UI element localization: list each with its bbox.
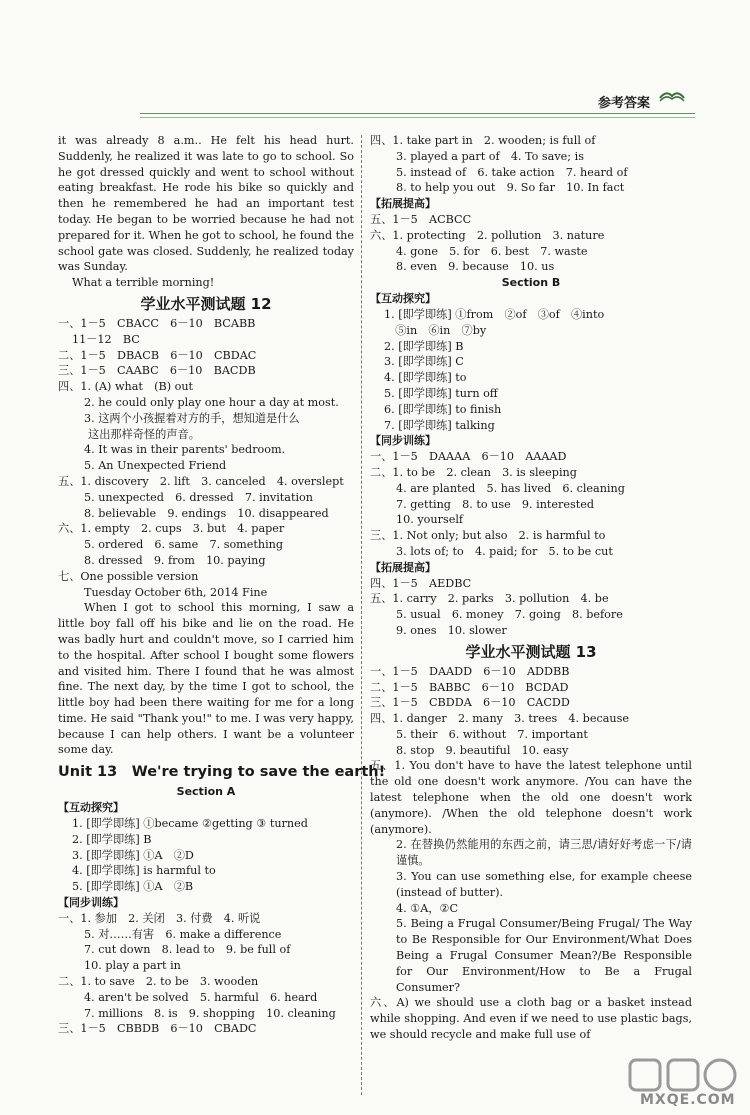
test13-five-1: 五、1. You don't have to have the latest telephone until the old one doesn't work anymore. /You can have the latest telephone when the old one doesn't work (anymore). /When the old telephone doesn't work (anymore).	[370, 759, 692, 836]
answer-line: 4. are planted 5. has lived 6. cleaning	[396, 481, 625, 495]
essay-end: What a terrible morning!	[72, 276, 215, 290]
answer-line: 6. [即学即练] to finish	[384, 402, 502, 416]
answer-line: 二、1－5 BABBC 6－10 BCDAD	[370, 680, 569, 694]
answer-line: 10. yourself	[396, 513, 464, 527]
answer-line: 5. [即学即练] turn off	[384, 386, 498, 400]
test13-five-2: 2. 在替换仍然能用的东西之前，请三思/请好好考虑一下/请谨慎。	[396, 838, 692, 868]
answer-line: 一、1－5 CBACC 6－10 BCABB	[58, 316, 256, 330]
answer-line: 这出那样奇怪的声音。	[88, 427, 200, 441]
test12-essay: When I got to school this morning, I saw a little boy fall off his bike and lie on the road. He was badly hurt and couldn't move, so I carried him to the hospital. After school I bought some flowers and visited him. There I found that he was almost fine. The next day, by the time I got to school, the little boy had been there waiting for me for a long time. He said "Thank you!" to me. I was very happy, because I can help others. I want be a volunteer some day.	[58, 601, 354, 757]
answer-line: 5. An Unexpected Friend	[84, 459, 227, 473]
test12-answers	[58, 316, 354, 600]
answer-line: 六、1. empty 2. cups 3. but 4. paper	[58, 522, 285, 536]
left-column	[58, 133, 386, 1037]
tongbu-answers-a	[58, 911, 354, 1037]
answer-line: 5. [即学即练] ①A ②B	[72, 880, 194, 894]
answer-line: 三、1. Not only; but also 2. is harmful to	[370, 529, 606, 543]
section-a-part4	[370, 133, 692, 196]
test12-title: 学业水平测试题 12	[140, 294, 272, 313]
answer-line: 2. [即学即练] B	[384, 339, 464, 353]
answer-line: 四、1. danger 2. many 3. trees 4. because	[370, 712, 629, 726]
answer-line: 4. [即学即练] to	[384, 371, 467, 385]
answer-line: 三、1－5 CAABC 6－10 BACDB	[58, 364, 256, 378]
hudong-label-b: 【互动探究】	[370, 292, 436, 306]
answer-line: 3. played a part of 4. To save; is	[396, 149, 584, 163]
answer-line: 7. getting 8. to use 9. interested	[396, 497, 595, 511]
tongbu-answers-b	[370, 449, 692, 560]
answer-line: 三、1－5 CBBDB 6－10 CBADC	[58, 1022, 257, 1036]
answer-line: 二、1. to be 2. clean 3. is sleeping	[370, 465, 577, 479]
answer-line: 7. [即学即练] talking	[384, 418, 495, 432]
answer-line: 2. [即学即练] B	[72, 832, 152, 846]
answer-line: 二、1. to save 2. to be 3. wooden	[58, 975, 259, 989]
answer-line: 2. he could only play one hour a day at most.	[84, 395, 339, 409]
answer-line: 8. to help you out 9. So far 10. In fact	[396, 181, 625, 195]
answer-line: 9. ones 10. slower	[396, 623, 507, 637]
answer-line: 四、1. (A) what (B) out	[58, 380, 194, 394]
answer-line: ⑤in ⑥in ⑦by	[384, 323, 487, 337]
tuozhan-answers-b	[370, 576, 692, 639]
hudong-answers-a	[58, 816, 354, 895]
essay-intro: it was already 8 a.m.. He felt his head hurt. Suddenly, he realized it was late to go to school. So he got dressed quickly and went to school without eating breakfast. He rode his bike so quickly and then he remembered he had an important test today. He began to be worried because he had not prepared for it. When he got to school, he found the school gate was closed. Suddenly, he realized today was Sunday.	[58, 134, 354, 274]
answer-line: 5. ordered 6. same 7. something	[84, 538, 284, 552]
answer-line: 三、1－5 CBDDA 6－10 CACDD	[370, 696, 570, 710]
unit13-title: Unit 13 We're trying to save the earth!	[58, 764, 386, 781]
answer-line: 1. [即学即练] ①became ②getting ③ turned	[72, 817, 308, 831]
hudong-answers-b	[370, 307, 692, 433]
answer-line: 3. [即学即练] ①A ②D	[72, 848, 194, 862]
book-icon	[658, 86, 686, 104]
answer-line: 5. unexpected 6. dressed 7. invitation	[84, 490, 313, 504]
answer-line: 8. stop 9. beautiful 10. easy	[396, 743, 569, 757]
answer-line: 五、1. discovery 2. lift 3. canceled 4. overslept	[58, 474, 344, 488]
answer-line: 五、1－5 ACBCC	[370, 212, 472, 226]
answer-line: 二、1－5 DBACB 6－10 CBDAC	[58, 348, 257, 362]
answer-line: 3. lots of; to 4. paid; for 5. to be cut	[396, 544, 613, 558]
test13-five-4: 4. ①A，②C	[396, 901, 459, 915]
answer-line: 1. [即学即练] ①from ②of ③of ④into	[384, 307, 605, 321]
answer-line: 8. even 9. because 10. us	[396, 260, 555, 274]
hudong-label-a: 【互动探究】	[58, 801, 124, 815]
test13-title: 学业水平测试题 13	[465, 642, 597, 661]
answer-line: 8. dressed 9. from 10. paying	[84, 553, 266, 567]
tongbu-label-b: 【同步训练】	[370, 434, 436, 448]
answer-line: 10. play a part in	[84, 959, 181, 973]
answer-line: 4. gone 5. for 6. best 7. waste	[396, 244, 588, 258]
header-rule	[140, 113, 695, 114]
right-column	[370, 133, 692, 1043]
header-rule-thin	[140, 117, 695, 118]
answer-line: Tuesday October 6th, 2014 Fine	[84, 585, 268, 599]
answer-line: 五、1. carry 2. parks 3. pollution 4. be	[370, 592, 609, 606]
answer-line: 四、1－5 AEDBC	[370, 576, 472, 590]
tuozhan-answers-a	[370, 212, 692, 275]
answer-line: 四、1. take part in 2. wooden; is full of	[370, 134, 596, 147]
answer-line: 一、1. 参加 2. 关闭 3. 付费 4. 听说	[58, 911, 261, 925]
answer-line: 4. aren't be solved 5. harmful 6. heard	[84, 990, 318, 1004]
test13-five-5: 5. Being a Frugal Consumer/Being Frugal/ The Way to Be Responsible for Our Environment/What Does Being a Frugal Consumer Mean?/Be Responsible for Our Environment/How to Be a Frugal Consumer?	[396, 917, 692, 994]
answer-line: 7. millions 8. is 9. shopping 10. cleaning	[84, 1006, 336, 1020]
answer-line: 3. [即学即练] C	[384, 355, 464, 369]
answer-line: 4. [即学即练] is harmful to	[72, 864, 216, 878]
answer-line: 5. usual 6. money 7. going 8. before	[396, 608, 623, 622]
header-title: 参考答案	[598, 96, 651, 111]
tuozhan-label-b: 【拓展提高】	[370, 560, 436, 574]
answer-line: 11－12 BC	[72, 332, 140, 346]
answer-line: 一、1－5 DAAAA 6－10 AAAAD	[370, 450, 567, 464]
answer-line: 5. 对……有害 6. make a difference	[84, 927, 282, 941]
test13-five-3: 3. You can use something else, for example cheese (instead of butter).	[396, 870, 692, 899]
answer-line: 7. cut down 8. lead to 9. be full of	[84, 943, 291, 957]
answer-line: 5. instead of 6. take action 7. heard of	[396, 165, 628, 179]
answer-line: 七、One possible version	[58, 569, 199, 583]
answer-line: 8. believable 9. endings 10. disappeared	[84, 506, 329, 520]
tongbu-label-a: 【同步训练】	[58, 896, 124, 910]
test13-six: 六、A) we should use a cloth bag or a basket instead while shopping. And even if we need to use plastic bags, we should recycle and make full use of	[370, 996, 692, 1042]
column-divider	[361, 135, 362, 1095]
answer-line: 一、1－5 DAADD 6－10 ADDBB	[370, 664, 570, 678]
section-a-title: Section A	[176, 785, 236, 799]
answer-line: 六、1. protecting 2. pollution 3. nature	[370, 228, 605, 242]
answer-line: 5. their 6. without 7. important	[396, 727, 588, 741]
tuozhan-label-a: 【拓展提高】	[370, 197, 436, 211]
answer-line: 4. It was in their parents' bedroom.	[84, 443, 286, 457]
watermark-text: MXQE.COM	[640, 1092, 736, 1108]
test13-answers	[370, 664, 692, 759]
answer-line: 3. 这两个小孩握着对方的手，想知道是什么	[84, 411, 300, 425]
section-b-title: Section B	[501, 276, 561, 290]
